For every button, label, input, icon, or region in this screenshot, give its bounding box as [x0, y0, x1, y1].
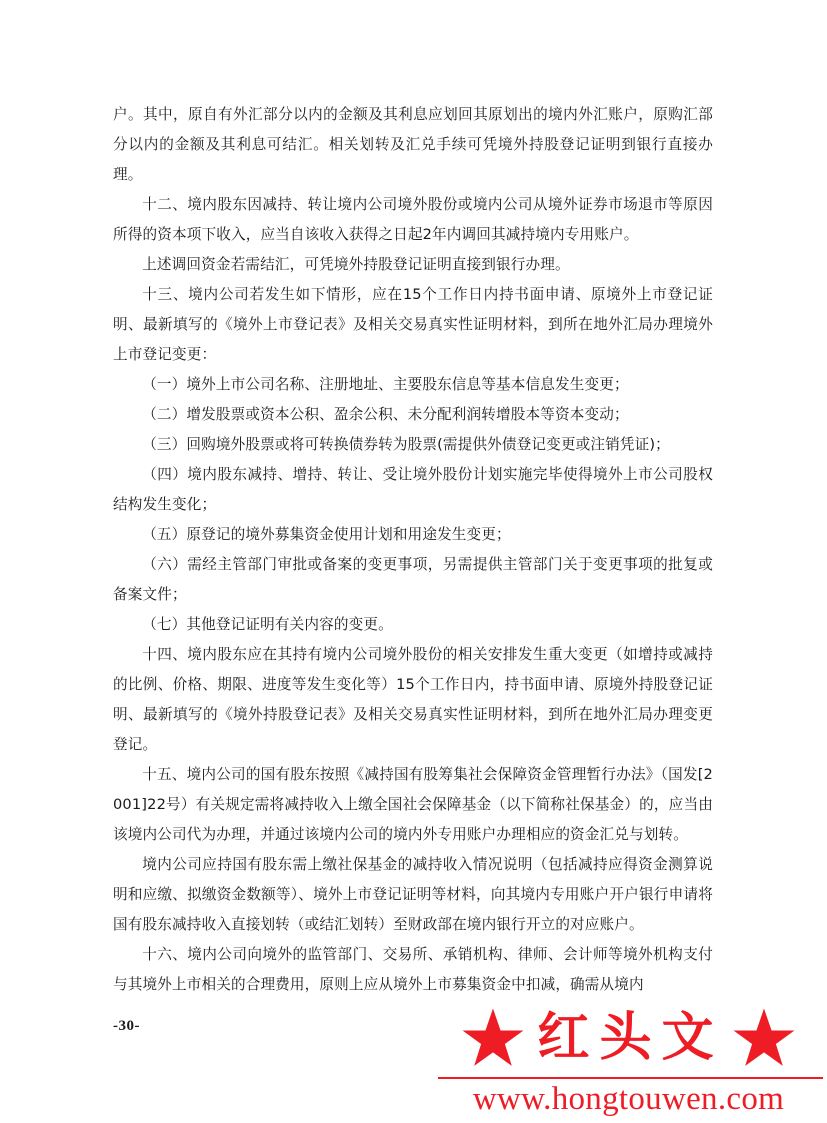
paragraph: 户。其中，原自有外汇部分以内的金额及其利息应划回其原划出的境内外汇账户，原购汇部分以内的金额及其利息可结汇。相关划转及汇兑手续可凭境外持股登记证明到银行直接办理。 — [113, 106, 713, 183]
watermark-title: 红头文 — [537, 1007, 724, 1068]
list-item: （二）增发股票或资本公积、盈余公积、未分配利润转增股本等资本变动； — [142, 406, 629, 423]
list-item: （一）境外上市公司名称、注册地址、主要股东信息等基本信息发生变更； — [142, 376, 629, 393]
list-item: （七）其他登记证明有关内容的变更。 — [142, 616, 393, 633]
list-item: （三）回购境外股票或将可转换债券转为股票(需提供外债登记变更或注销凭证)； — [142, 436, 670, 453]
watermark-url: www.hongtouwen.com — [472, 1081, 785, 1117]
list-item: （四）境内股东减持、增持、转让、受让境外股份计划实施完毕使得境外上市公司股权结构发生变化； — [113, 466, 713, 513]
paragraph: 十五、境内公司的国有股东按照《减持国有股筹集社会保障资金管理暂行办法》（国发[2001]22号）有关规定需将减持收入上缴全国社会保障基金（以下简称社保基金）的，应当由该境内公司代为办理，并通过该境内公司的境内外专用账户办理相应的资金汇兑与划转。 — [113, 766, 713, 843]
watermark-title-row — [430, 1002, 827, 1074]
document-body — [113, 100, 713, 1000]
page-number: -30- — [113, 1018, 140, 1034]
paragraph: 十六、境内公司向境外的监管部门、交易所、承销机构、律师、会计师等境外机构支付与其境外上市相关的合理费用，原则上应从境外上市募集资金中扣减，确需从境内 — [113, 946, 713, 993]
paragraph: 境内公司应持国有股东需上缴社保基金的减持收入情况说明（包括减持应得资金测算说明和应缴、拟缴资金数额等）、境外上市登记证明等材料，向其境内专用账户开户银行申请将国有股东减持收入直接划转（或结汇划转）至财政部在境内银行开立的对应账户。 — [113, 856, 713, 933]
star-icon — [461, 1006, 525, 1070]
paragraph: 十二、境内股东因减持、转让境内公司境外股份或境内公司从境外证券市场退市等原因所得的资本项下收入，应当自该收入获得之日起2年内调回其减持境内专用账户。 — [113, 196, 713, 243]
list-item: （五）原登记的境外募集资金使用计划和用途发生变更； — [142, 526, 511, 543]
paragraph: 上述调回资金若需结汇，可凭境外持股登记证明直接到银行办理。 — [142, 256, 570, 273]
star-icon — [732, 1006, 796, 1070]
paragraph: 十四、境内股东应在其持有境内公司境外股份的相关安排发生重大变更（如增持或减持的比例、价格、期限、进度等发生变化等）15个工作日内，持书面申请、原境外持股登记证明、最新填写的《境外持股登记表》及相关交易真实性证明材料，到所在地外汇局办理变更登记。 — [113, 646, 713, 753]
watermark-divider — [438, 1077, 823, 1079]
list-item: （六）需经主管部门审批或备案的变更事项，另需提供主管部门关于变更事项的批复或备案文件； — [113, 556, 713, 603]
paragraph: 十三、境内公司若发生如下情形，应在15个工作日内持书面申请、原境外上市登记证明、最新填写的《境外上市登记表》及相关交易真实性证明材料，到所在地外汇局办理境外上市登记变更： — [113, 286, 713, 363]
watermark-logo — [430, 1000, 827, 1123]
